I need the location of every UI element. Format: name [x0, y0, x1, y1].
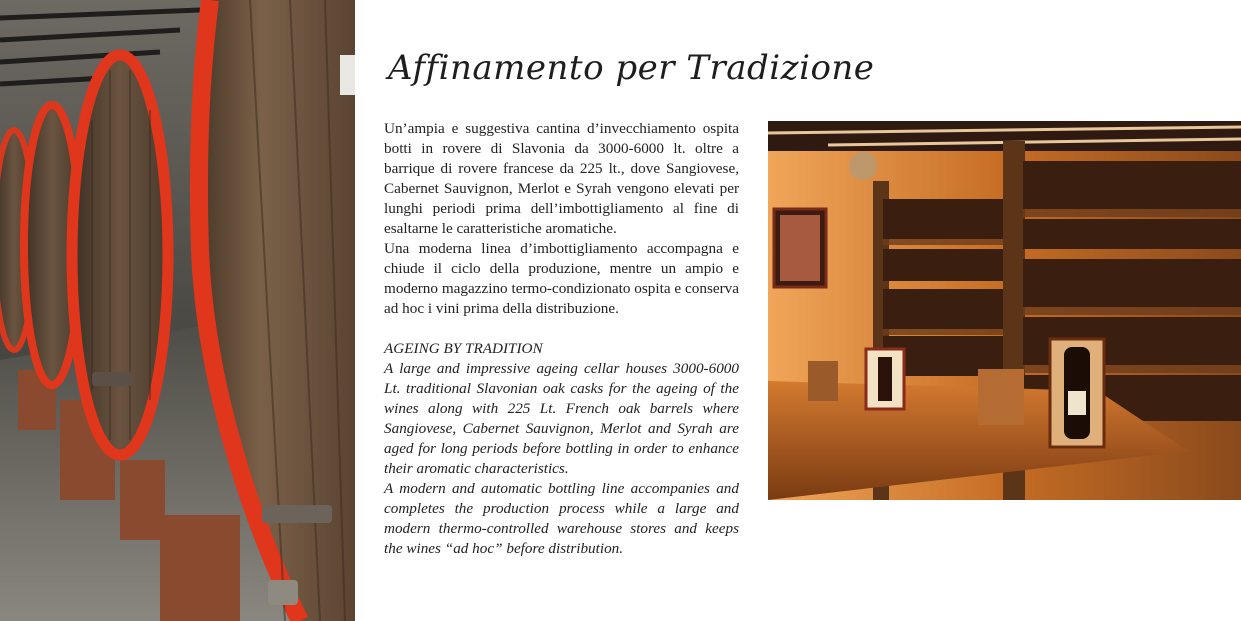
italian-paragraph-1: Un’ampia e suggestiva cantina d’invecchiamento ospita botti in rovere di Slavonia da 3000-6000 lt. oltre a barrique di rovere francese da 225 lt., dove Sangiovese, Cabernet Sauvignon, Merlot e Syrah vengono elevati per lunghi periodi prima dell’imbottigliamento al fine di esaltarne le caratteristiche aromatiche.: [384, 120, 739, 237]
english-paragraph-2: A modern and automatic bottling line accompanies and completes the production process while a large and modern thermo-controlled warehouse stores and keeps the wines “ad hoc” before distribution.: [384, 480, 739, 557]
italian-paragraph-2: Una moderna linea d’imbottigliamento accompagna e chiude il ciclo della produzione, mentre un ampio e moderno magazzino termo-condizionato ospita e conserva ad hoc i vini prima della distribuzione.: [384, 240, 739, 317]
text-column: [384, 119, 739, 559]
page-title: Affinamento per Tradizione: [388, 48, 875, 88]
english-paragraph-1: A large and impressive ageing cellar houses 3000-6000 Lt. traditional Slavonian oak casks for the ageing of the wines along with 225 Lt. French oak barrels where Sangiovese, Cabernet Sauvignon, Merlot and Syrah are aged for long periods before bottling in order to enhance their aromatic characteristics.: [384, 360, 739, 477]
barrels-photo: [0, 0, 355, 621]
english-heading: AGEING BY TRADITION: [384, 340, 543, 357]
wine-cellar-photo: [768, 121, 1241, 500]
